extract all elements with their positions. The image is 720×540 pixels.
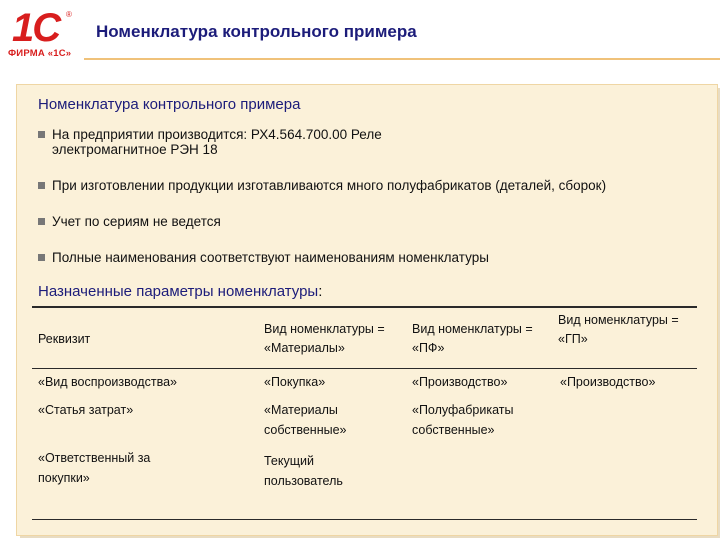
params-table — [32, 306, 697, 521]
table-cell: «Покупка» — [264, 375, 326, 389]
table-header-cell: Вид номенклатуры = «Материалы» — [264, 322, 385, 355]
table-header-cell: Реквизит — [38, 332, 91, 346]
table-header-cell: Вид номенклатуры = «ПФ» — [412, 322, 533, 355]
bullet-square-icon — [38, 254, 45, 261]
table-header-rule — [32, 368, 697, 369]
params-title-colon: : — [318, 283, 323, 300]
content-title: Номенклатура контрольного примера — [38, 96, 301, 113]
bullet-square-icon — [38, 131, 45, 138]
table-cell: «Производство» — [412, 375, 508, 389]
company-logo — [8, 6, 84, 64]
header — [0, 0, 720, 70]
params-title — [38, 283, 322, 300]
table-bottom-rule — [32, 519, 697, 520]
bullet-item — [38, 214, 678, 229]
bullet-text: На предприятии производится: РХ4.564.700.00 Реле электромагнитное РЭН 18 — [52, 127, 382, 157]
logo-firm-name: ФИРМА «1С» — [8, 48, 72, 59]
table-cell: Текущий пользователь — [264, 454, 343, 488]
table-cell: «Статья затрат» — [38, 403, 134, 417]
table-cell: «Производство» — [560, 375, 656, 389]
header-divider — [84, 58, 720, 60]
bullet-square-icon — [38, 218, 45, 225]
table-cell: «Полуфабрикаты собственные» — [412, 403, 514, 437]
bullet-item — [38, 178, 612, 193]
table-cell: «Материалы собственные» — [264, 403, 347, 437]
table-cell: «Ответственный за покупки» — [38, 451, 151, 485]
slide-title: Номенклатура контрольного примера — [96, 22, 417, 41]
table-header-cell: Вид номенклатуры = «ГП» — [558, 313, 679, 346]
bullet-text: Полные наименования соответствуют наименованиям номенклатуры — [52, 250, 489, 265]
bullet-item — [38, 127, 432, 157]
logo-registered-mark: ® — [66, 10, 72, 19]
table-cell: «Вид воспроизводства» — [38, 375, 177, 389]
bullet-list — [38, 127, 678, 286]
bullet-text: Учет по сериям не ведется — [52, 214, 221, 229]
table-top-rule — [32, 306, 697, 308]
logo-mark: 1С — [12, 6, 60, 50]
params-title-text: Назначенные параметры номенклатуры — [38, 283, 319, 300]
bullet-square-icon — [38, 182, 45, 189]
bullet-text: При изготовлении продукции изготавливаются много полуфабрикатов (деталей, сборок) — [52, 178, 607, 193]
bullet-item — [38, 250, 678, 265]
